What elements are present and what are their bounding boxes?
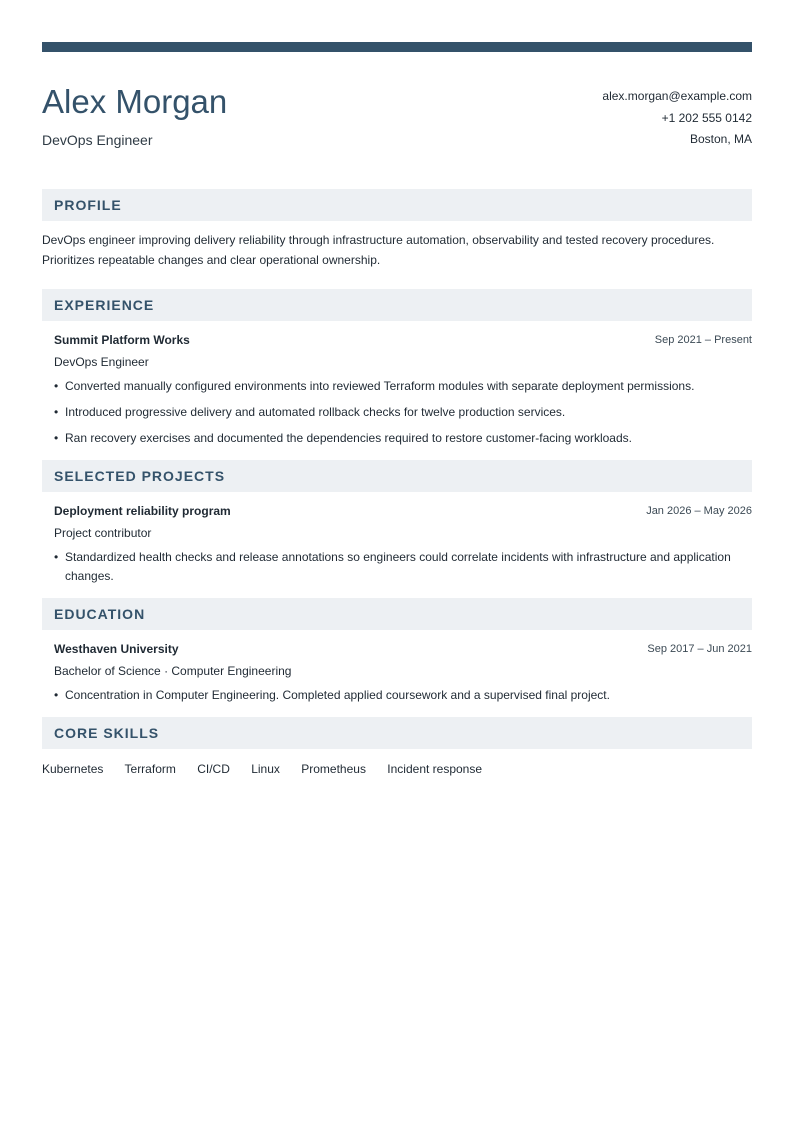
- bullet-text: Converted manually configured environments into reviewed Terraform modules with separate deployment permissions.: [65, 379, 695, 393]
- bullet-text: Ran recovery exercises and documented the dependencies required to restore customer-facing workloads.: [65, 431, 632, 445]
- list-item: [54, 377, 752, 396]
- list-item: [54, 686, 752, 705]
- bullet-icon: •: [54, 550, 59, 564]
- section-heading-education: EDUCATION: [42, 598, 752, 630]
- education-entry: [42, 639, 752, 705]
- skill-item: CI/CD: [197, 762, 230, 776]
- contact-block: [602, 88, 752, 153]
- skills-list: [42, 760, 752, 778]
- project-entry-header: [54, 501, 752, 522]
- experience-bullets: [54, 377, 752, 448]
- resume-page: [42, 42, 752, 778]
- profile-summary: DevOps engineer improving delivery reliability through infrastructure automation, observability and tested recovery procedures. Prioritizes repeatable changes and clear operational ownership.: [42, 233, 715, 267]
- email-link[interactable]: alex.morgan@example.com: [602, 89, 752, 103]
- project-role: Project contributor: [54, 526, 152, 540]
- phone-number: +1 202 555 0142: [661, 110, 752, 125]
- project-bullets: [54, 548, 752, 586]
- top-accent-bar: [42, 42, 752, 52]
- education-bullets: [54, 686, 752, 705]
- experience-dates: Sep 2021 – Present: [654, 334, 752, 346]
- bullet-text: Introduced progressive delivery and automated rollback checks for twelve production services.: [65, 405, 566, 419]
- job-title: DevOps Engineer: [54, 355, 149, 369]
- list-item: [54, 548, 752, 586]
- skill-item: Prometheus: [301, 762, 366, 776]
- skill-item: Incident response: [387, 762, 483, 776]
- candidate-role: DevOps Engineer: [42, 132, 153, 148]
- section-heading-profile: PROFILE: [42, 189, 752, 221]
- education-dates: Sep 2017 – Jun 2021: [647, 643, 752, 655]
- education-entry-header: [54, 639, 752, 660]
- project-dates: Jan 2026 – May 2026: [646, 505, 752, 517]
- section-heading-experience: EXPERIENCE: [42, 289, 752, 321]
- resume-header: [42, 52, 752, 189]
- section-heading-skills: CORE SKILLS: [42, 717, 752, 749]
- project-name: Deployment reliability program: [54, 504, 231, 518]
- bullet-icon: •: [54, 688, 59, 702]
- candidate-name: Alex Morgan: [42, 83, 228, 120]
- bullet-icon: •: [54, 431, 59, 445]
- section-heading-projects: SELECTED PROJECTS: [42, 460, 752, 492]
- experience-entry: [42, 330, 752, 448]
- employer-name: Summit Platform Works: [54, 333, 190, 347]
- school-name: Westhaven University: [54, 642, 179, 656]
- bullet-text: Concentration in Computer Engineering. Completed applied coursework and a supervised final project.: [65, 688, 610, 702]
- project-entry: [42, 501, 752, 586]
- location: Boston, MA: [689, 132, 752, 146]
- skill-item: Linux: [251, 762, 280, 776]
- bullet-icon: •: [54, 379, 59, 393]
- skill-item: Kubernetes: [42, 762, 104, 776]
- list-item: [54, 429, 752, 448]
- degree: Bachelor of Science · Computer Engineering: [54, 664, 292, 678]
- experience-entry-header: [54, 330, 752, 351]
- list-item: [54, 403, 752, 422]
- bullet-icon: •: [54, 405, 59, 419]
- bullet-text: Standardized health checks and release annotations so engineers could correlate incidents with infrastructure and application changes.: [65, 550, 731, 583]
- skill-item: Terraform: [124, 762, 176, 776]
